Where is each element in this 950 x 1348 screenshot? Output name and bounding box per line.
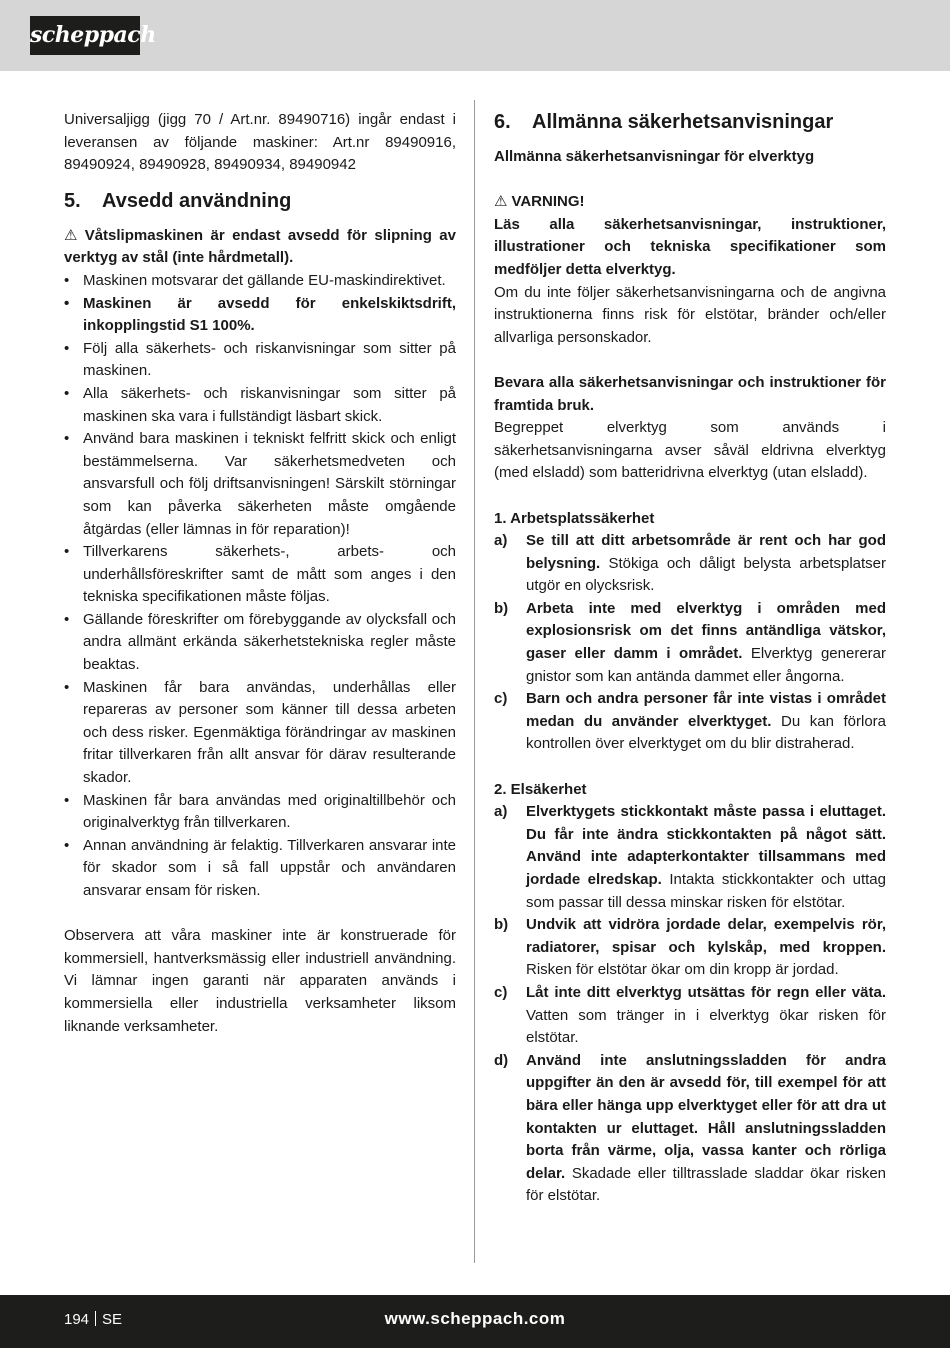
- usage-bullet-list: [64, 270, 456, 903]
- section-number: 5.: [64, 189, 81, 212]
- list-item: • Gällande föreskrifter om förebyggande av olycksfall och andra allmänt erkända säkerhetstekniska regler måste beaktas.: [64, 609, 456, 677]
- column-divider: [474, 100, 475, 1263]
- scheppach-logo: scheppach: [30, 16, 140, 55]
- page-footer: [0, 1295, 950, 1348]
- electrical-safety-heading: 2. Elsäkerhet: [494, 780, 587, 798]
- list-item: c) Låt inte ditt elverktyg utsättas för regn eller väta. Vatten som tränger in i elverktyg ökar risken för elstötar.: [494, 983, 886, 1047]
- list-item: • Maskinen är avsedd för enkelskiktsdrift, inkopplingstid S1 100%.: [64, 293, 456, 338]
- section-number: 6.: [494, 111, 511, 133]
- section-title: Allmänna säkerhetsanvisningar: [532, 111, 834, 133]
- list-item: • Maskinen motsvarar det gällande EU-maskindirektivet.: [64, 270, 456, 293]
- list-item: • Använd bara maskinen i tekniskt felfritt skick och enligt bestämmelserna. Var säkerhetsmedveten och ansvarsfull och följ driftsanvisningen! Särskilt störningar som kan påverka säkerheten måste omgående åtgärdas (eller lämnas in för reparation)!: [64, 428, 456, 541]
- list-item: • Tillverkarens säkerhets-, arbets- och underhållsföreskrifter samt de mått som anges i den tekniska specifikationen måste följas.: [64, 541, 456, 609]
- list-item: • Följ alla säkerhets- och riskanvisningar som sitter på maskinen.: [64, 338, 456, 383]
- section-6-heading: [494, 109, 886, 135]
- warning-bold-text: Läs alla säkerhetsanvisningar, instruktioner, illustrationer och tekniska specifikationer som medföljer detta elverktyg.: [494, 215, 886, 278]
- electrical-safety-list: [494, 801, 886, 1208]
- section-title: Avsedd användning: [102, 189, 292, 212]
- keep-instructions-bold: Bevara alla säkerhetsanvisningar och instruktioner för framtida bruk.: [494, 373, 886, 414]
- list-item: a) Se till att ditt arbetsområde är rent och har god belysning. Stökiga och dåligt belysta arbetsplatser utgör en olycksrisk.: [494, 532, 886, 595]
- warning-label: ⚠ VARNING!: [494, 193, 585, 211]
- warning-triangle-icon: ⚠: [64, 226, 81, 244]
- section-subtitle: Allmänna säkerhetsanvisningar för elverktyg: [494, 148, 815, 165]
- page-header: [0, 0, 950, 71]
- list-item: a) Elverktygets stickkontakt måste passa i eluttaget. Du får inte ändra stickkontakten på något sätt. Använd inte adapterkontakter tillsammans med jordade elredskap. Intakta stickkontakter och uttag som passar till dessa minskar risken för elstötar.: [494, 803, 886, 911]
- language-code: SE: [102, 1311, 123, 1328]
- list-item: • Annan användning är felaktig. Tillverkaren ansvarar inte för skador som i så fall uppstår och användaren ansvarar ensam för risken.: [64, 835, 456, 903]
- left-column: [64, 109, 456, 1038]
- website-link[interactable]: www.scheppach.com: [384, 1309, 566, 1328]
- list-item: • Maskinen får bara användas med originaltillbehör och originalverktyg från tillverkaren.: [64, 790, 456, 835]
- list-item: b) Undvik att vidröra jordade delar, exempelvis rör, radiatorer, spisar och kylskåp, med kroppen. Risken för elstötar ökar om din kropp är jordad.: [494, 916, 886, 979]
- list-item: • Maskinen får bara användas, underhållas eller repareras av personer som känner till dessa arbeten och dess risker. Egenmäktiga förändringar av maskinen fritar tillverkaren från allt ansvar för därav resulterande skador.: [64, 677, 456, 790]
- work-safety-list: [494, 530, 886, 756]
- list-item: d) Använd inte anslutningssladden för andra uppgifter än den är avsedd för, till exempel för att bära eller hänga upp elverktyget eller för att dra ut kontakten ur eluttaget. Håll anslutningssladden borta från värme, olja, vassa kanter och rörliga delar. Skadade eller tilltrasslade sladdar ökar risken för elstötar.: [494, 1051, 886, 1205]
- list-item: c) Barn och andra personer får inte vistas i området medan du använder elverktyget. Du kan förlora kontrollen över elverktyget om du blir distraherad.: [494, 690, 886, 753]
- warning-text: Om du inte följer säkerhetsanvisningarna och de angivna instruktionerna finns risk för elstötar, bränder och/eller allvarliga personskador.: [494, 283, 886, 346]
- warning-triangle-icon: ⚠: [494, 193, 508, 211]
- page-number: 194: [64, 1311, 90, 1328]
- right-column: [494, 109, 886, 1208]
- work-safety-heading: 1. Arbetsplatssäkerhet: [494, 509, 655, 527]
- intro-paragraph: Universaljigg (jigg 70 / Art.nr. 89490716) ingår endast i leveransen av följande maskiner: Art.nr 89490916, 89490924, 89490928, 89490934, 89490942: [64, 111, 456, 174]
- section-5-heading: [64, 188, 456, 214]
- list-item: b) Arbeta inte med elverktyg i områden med explosionsrisk om det finns antändliga vätskor, gaser eller damm i området. Elverktyg genererar gnistor som kan antända dammet eller ångorna.: [494, 599, 886, 685]
- keep-instructions-text: Begreppet elverktyg som används i säkerhetsanvisningarna avser såväl eldrivna elverktyg (med elsladd) som batteridrivna elverktyg (utan elsladd).: [494, 419, 886, 482]
- usage-warning: ⚠ Våtslipmaskinen är endast avsedd för slipning av verktyg av stål (inte hårdmetall).: [64, 226, 456, 267]
- closing-paragraph: Observera att våra maskiner inte är konstruerade för kommersiell, hantverksmässig eller industriell användning. Vi lämnar ingen garanti när apparaten används i kommersiella eller industriella verksamheter liksom liknande verksamheter.: [64, 927, 456, 1035]
- list-item: • Alla säkerhets- och riskanvisningar som sitter på maskinen ska vara i fullständigt läsbart skick.: [64, 383, 456, 428]
